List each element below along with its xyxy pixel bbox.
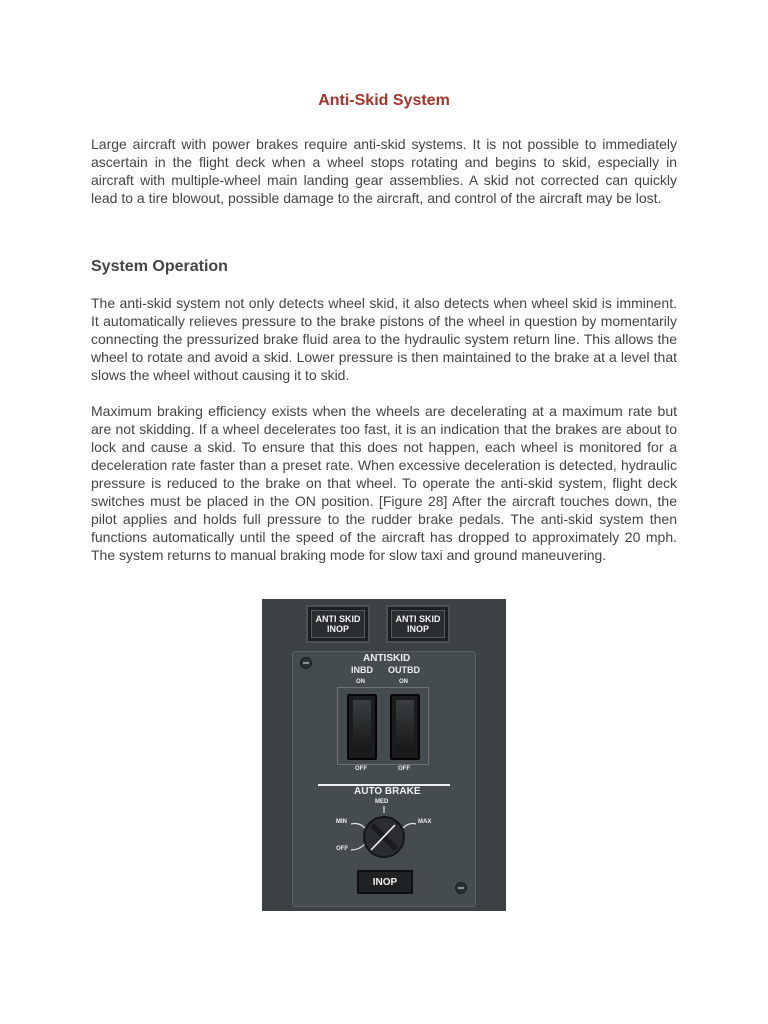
control-subpanel xyxy=(292,651,476,907)
annunciator-left-line1: ANTI SKID xyxy=(315,614,361,624)
max-label: MAX xyxy=(418,819,432,825)
annunciator-right-line1: ANTI SKID xyxy=(395,614,441,624)
autobrake-label: AUTO BRAKE xyxy=(354,786,421,797)
annunciator-right-line2: INOP xyxy=(406,624,429,634)
on-label-outbd: ON xyxy=(399,679,408,685)
autobrake-inop-button[interactable] xyxy=(357,870,413,894)
knob-pointer-icon xyxy=(365,818,403,856)
annunciator-left-line2: INOP xyxy=(326,624,349,634)
inbd-label: INBD xyxy=(351,665,373,675)
operation-paragraph-1: The anti-skid system not only detects wheel skid, it also detects when wheel skid is imminent. It automatically relieves pressure to the brake pistons of the wheel in question by momentarily connecting the pressurized brake fluid area to the hydraulic system return line. This allows the wheel to rotate and avoid a skid. Lower pressure is then maintained to the brake at a level that slows the wheel without causing it to skid. xyxy=(91,295,677,383)
antiskid-panel-figure xyxy=(262,599,506,911)
inop-button-label: INOP xyxy=(372,876,398,888)
min-label: MIN xyxy=(336,819,347,825)
on-label-inbd: ON xyxy=(356,679,365,685)
med-label: MED xyxy=(375,799,389,805)
autobrake-selector-knob[interactable] xyxy=(363,816,405,858)
document-title: Anti-Skid System xyxy=(318,92,450,109)
intro-paragraph: Large aircraft with power brakes require anti-skid systems. It is not possible to immediately ascertain in the flight deck when a wheel stops rotating and begins to skid, especially in aircraft with multiple-wheel main landing gear assemblies. A skid not corrected can quickly lead to a tire blowout, possible damage to the aircraft, and control of the aircraft may be lost. xyxy=(91,136,677,206)
operation-paragraph-2: Maximum braking efficiency exists when the wheels are decelerating at a maximum rate but are not skidding. If a wheel decelerates too fast, it is an indication that the brakes are about to lock and cause a skid. To ensure that this does not happen, each wheel is monitored for a deceleration rate faster than a preset rate. When excessive deceleration is detected, hydraulic pressure is reduced to the brake on that wheel. To operate the anti-skid system, flight deck switches must be placed in the ON position. [Figure 28] After the aircraft touches down, the pilot applies and holds full pressure to the rudder brake pedals. The anti-skid system then functions automatically until the speed of the aircraft has dropped to approximately 20 mph. The system returns to manual braking mode for slow taxi and ground maneuvering. xyxy=(91,403,677,563)
off-label-inbd: OFF xyxy=(355,766,367,772)
outbd-label: OUTBD xyxy=(388,665,420,675)
knob-tick-marks xyxy=(293,652,475,906)
section-heading: System Operation xyxy=(91,258,228,275)
off-label-outbd: OFF xyxy=(398,766,410,772)
off-label-knob: OFF xyxy=(336,846,348,852)
antiskid-inop-annunciator-left xyxy=(306,605,370,643)
antiskid-label: ANTISKID xyxy=(363,653,411,664)
antiskid-inop-annunciator-right xyxy=(386,605,450,643)
